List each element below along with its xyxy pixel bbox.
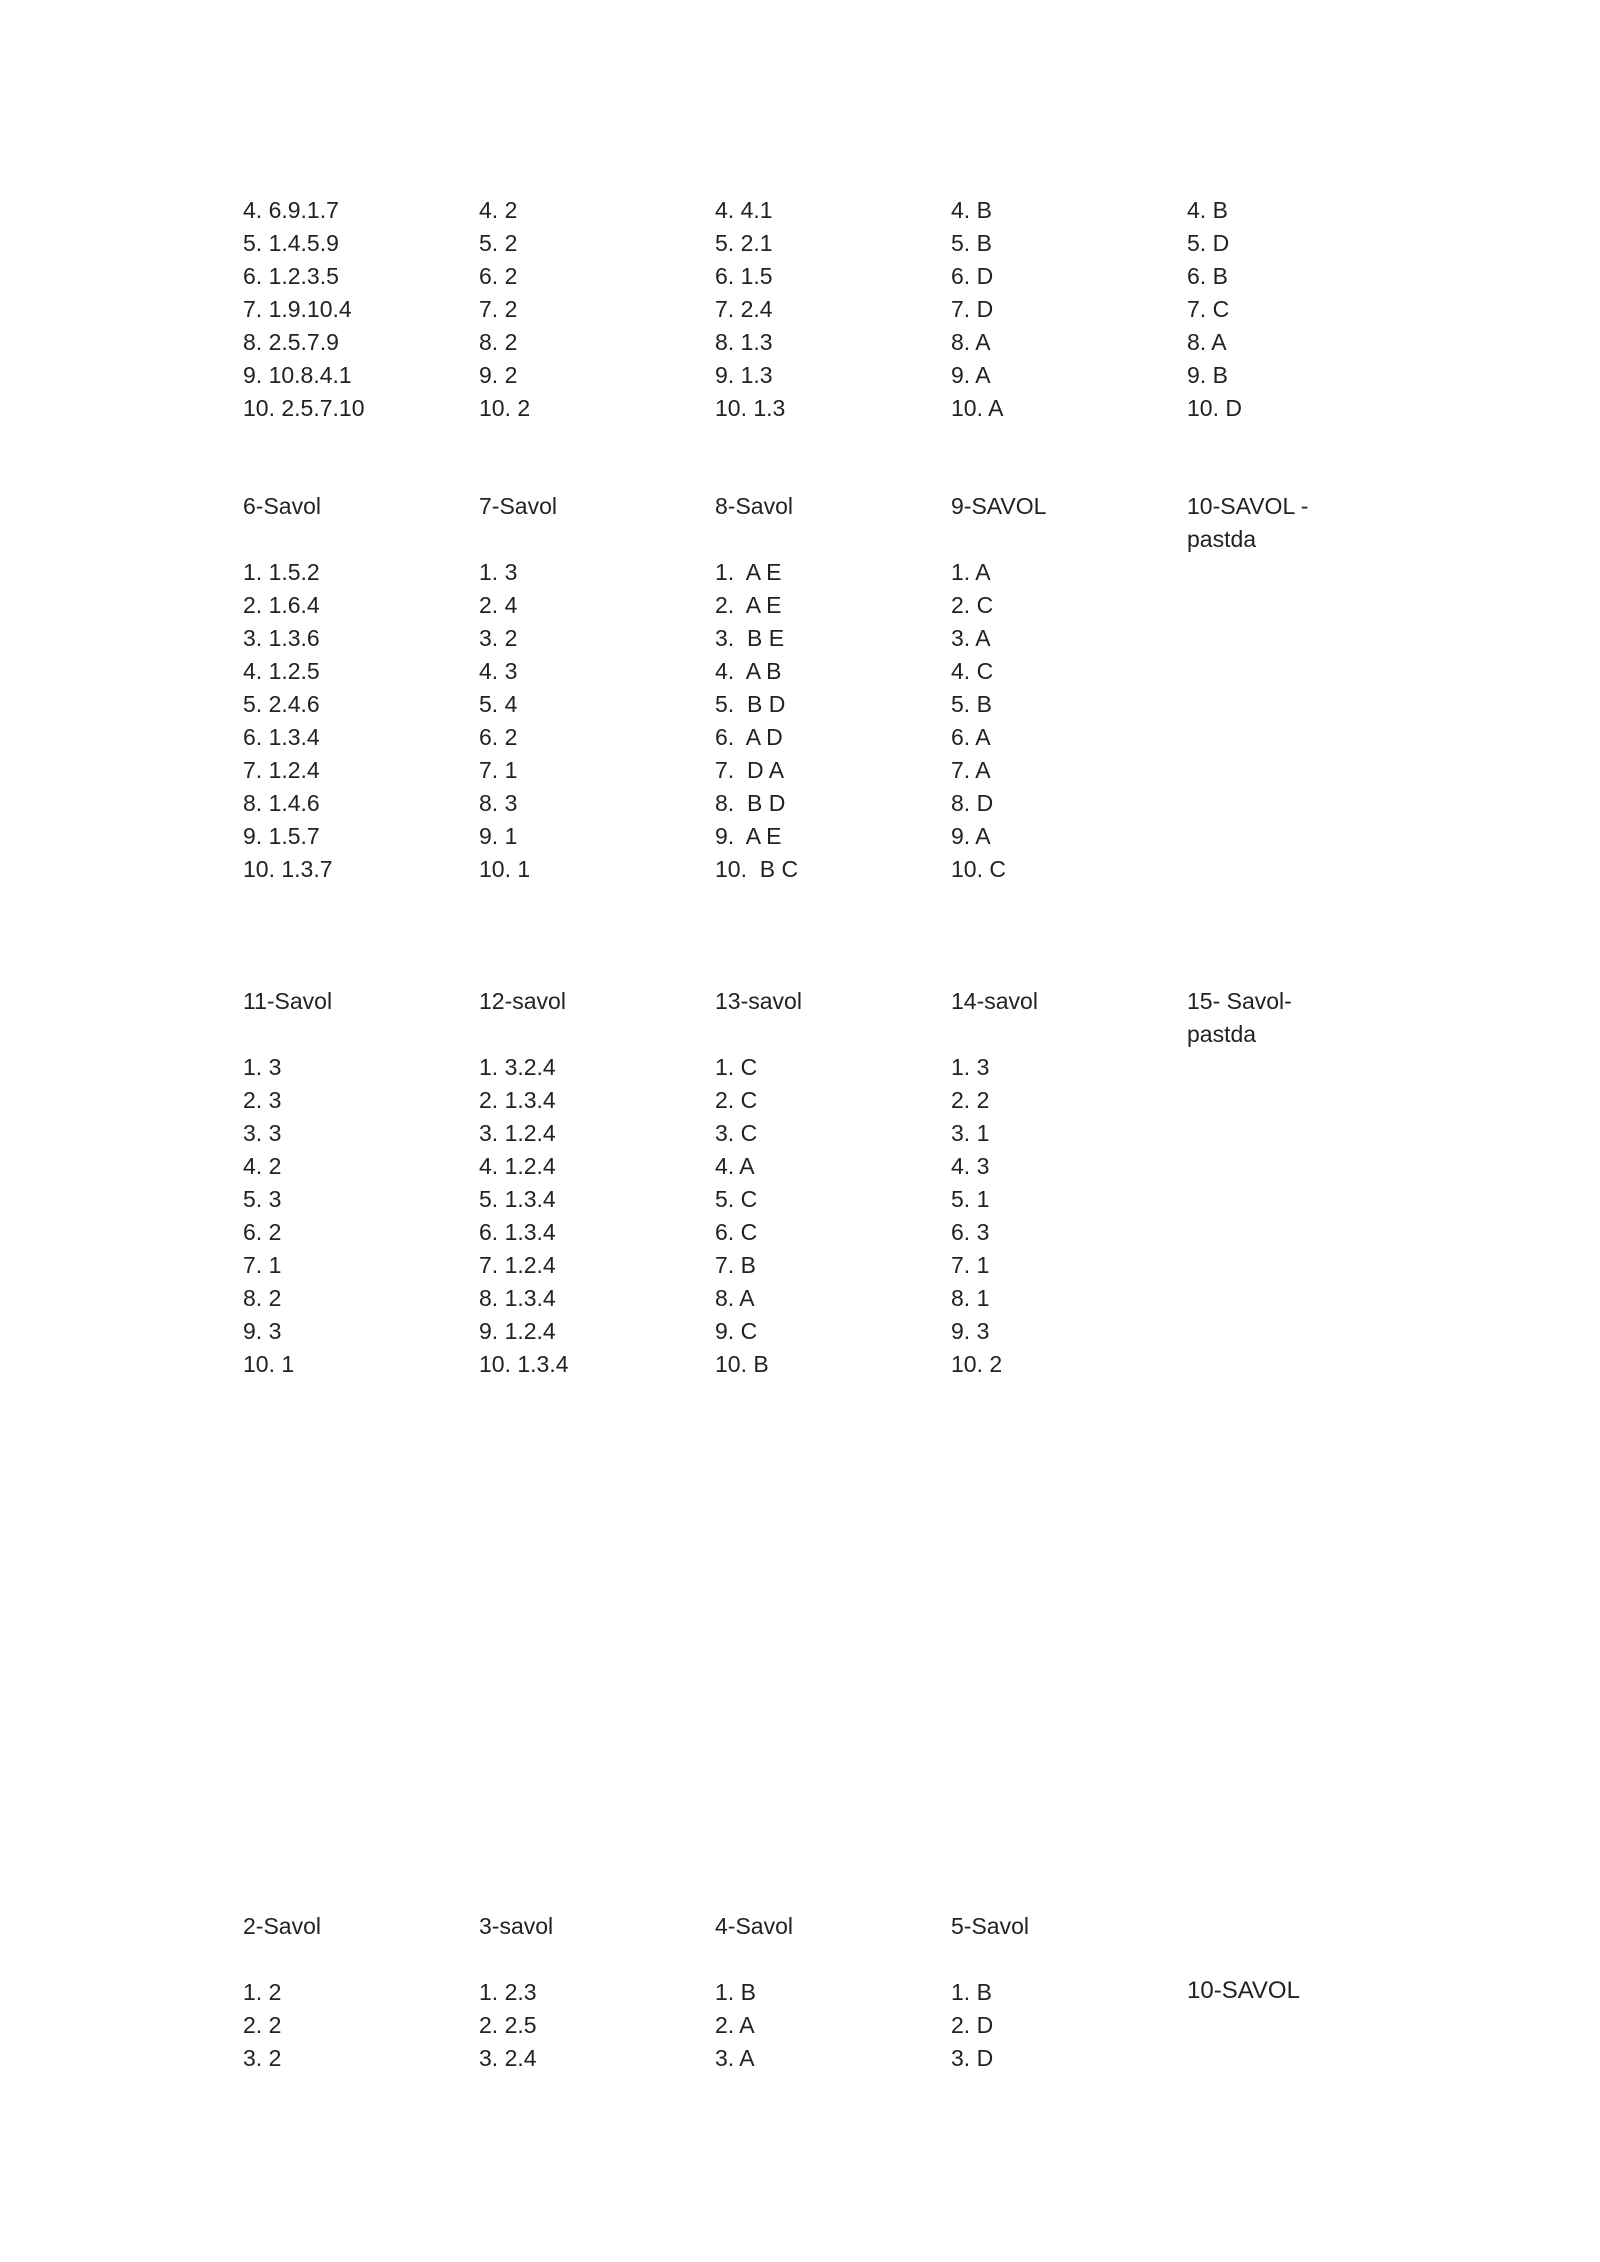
answer-line: 5. B	[951, 691, 992, 717]
answer-line: 4. A B	[715, 658, 782, 684]
answer-line: 6. 2	[243, 1219, 282, 1245]
answer-line: 8. 2	[243, 1285, 282, 1311]
answer-line: 7. D A	[715, 757, 785, 783]
answer-line: 2. 3	[243, 1087, 282, 1113]
answer-line: 1. 2.3	[479, 1979, 537, 2005]
answer-line: 9. C	[715, 1318, 758, 1344]
answer-line: 6. 3	[951, 1219, 990, 1245]
spacer	[951, 523, 1166, 556]
question-heading: 9-SAVOL	[951, 493, 1047, 519]
answer-column	[951, 490, 1166, 886]
answer-column	[243, 490, 458, 886]
answer-line: 4. 2	[479, 197, 518, 223]
answer-line: 9. A	[951, 362, 991, 388]
answer-column	[951, 1910, 1166, 2075]
answer-line: 5. 2	[479, 230, 518, 256]
answer-line: 3. C	[715, 1120, 758, 1146]
answer-line: 9. 10.8.4.1	[243, 362, 352, 388]
answer-line: 2. A E	[715, 592, 782, 618]
answer-line: 7. 1.2.4	[479, 1252, 556, 1278]
answer-column	[243, 194, 458, 425]
answer-line: 10. 2	[951, 1351, 1003, 1377]
answer-line: 3. 3	[243, 1120, 282, 1146]
answer-line: 8. 2	[479, 329, 518, 355]
answer-line: 10. 2.5.7.10	[243, 395, 365, 421]
question-heading: 2-Savol	[243, 1913, 321, 1939]
answer-column	[1187, 985, 1402, 1084]
answer-column	[479, 985, 694, 1381]
spacer	[479, 1018, 694, 1051]
answer-line: 5. 1	[951, 1186, 990, 1212]
answer-line: 5. B	[951, 230, 992, 256]
answer-line: 6. 1.2.3.5	[243, 263, 339, 289]
answer-line: 5. B D	[715, 691, 786, 717]
answer-column	[951, 985, 1166, 1381]
answer-line: 7. 2.4	[715, 296, 773, 322]
question-heading: 8-Savol	[715, 493, 793, 519]
answer-line: 3. 1	[951, 1120, 990, 1146]
answer-line: 10. D	[1187, 395, 1242, 421]
answer-line: 6. A	[951, 724, 991, 750]
answer-line: 10. C	[951, 856, 1006, 882]
spacer	[1187, 1051, 1402, 1084]
answer-line: 4. 1.2.4	[479, 1153, 556, 1179]
answer-line: 7. 1	[951, 1252, 990, 1278]
answer-column	[479, 194, 694, 425]
answer-line: 6. 1.3.4	[243, 724, 320, 750]
answer-line: 1. 3.2.4	[479, 1054, 556, 1080]
answer-line: 1. 3	[243, 1054, 282, 1080]
answer-line: 10. 1.3.7	[243, 856, 333, 882]
answer-line: 2. D	[951, 2012, 994, 2038]
answer-line: 4. A	[715, 1153, 755, 1179]
answer-column	[951, 194, 1166, 425]
answer-line: 10. 1.3.4	[479, 1351, 569, 1377]
answer-line: 6. 2	[479, 724, 518, 750]
spacer	[243, 1943, 458, 1976]
answer-column	[715, 490, 930, 886]
answer-column	[1187, 194, 1402, 425]
answer-line: 10. 1	[243, 1351, 295, 1377]
question-heading: 5-Savol	[951, 1913, 1029, 1939]
answer-line: 3. 1.3.6	[243, 625, 320, 651]
answer-line: 2. 2.5	[479, 2012, 537, 2038]
answer-line: 2. 2	[243, 2012, 282, 2038]
spacer	[715, 1943, 930, 1976]
answer-line: 3. B E	[715, 625, 785, 651]
answer-line: 9. 1.5.7	[243, 823, 320, 849]
answer-line: 6. A D	[715, 724, 783, 750]
spacer	[479, 1943, 694, 1976]
answer-column	[243, 1910, 458, 2075]
answer-line: 9. 1	[479, 823, 518, 849]
answer-line: 6. D	[951, 263, 994, 289]
answer-line: 8. 1.4.6	[243, 790, 320, 816]
question-heading: 4-Savol	[715, 1913, 793, 1939]
answer-line: 6. 1.5	[715, 263, 773, 289]
answer-line: 1. C	[715, 1054, 758, 1080]
answer-line: 9. A E	[715, 823, 782, 849]
answer-line: 10. B	[715, 1351, 769, 1377]
answer-line: 7. B	[715, 1252, 756, 1278]
answer-line: 2. 2	[951, 1087, 990, 1113]
answer-line: 5. 3	[243, 1186, 282, 1212]
answer-line: 3. A	[951, 625, 991, 651]
answer-line: 8. A	[715, 1285, 755, 1311]
question-heading: 7-Savol	[479, 493, 557, 519]
answer-line: 5. 2.1	[715, 230, 773, 256]
answer-line: 7. C	[1187, 296, 1230, 322]
spacer	[1187, 556, 1402, 589]
answer-line: 2. 1.6.4	[243, 592, 320, 618]
answer-line: 3. 2	[243, 2045, 282, 2071]
answer-line: 8. 1.3.4	[479, 1285, 556, 1311]
answer-line: 7. D	[951, 296, 994, 322]
answer-line: 1. A	[951, 559, 991, 585]
answer-line: 7. 2	[479, 296, 518, 322]
answer-line: 4. B	[951, 197, 992, 223]
answer-line: 5. 4	[479, 691, 518, 717]
answer-line: 1. 3	[479, 559, 518, 585]
question-heading: 10-SAVOL - pastda	[1187, 493, 1309, 552]
answer-line: 6. 1.3.4	[479, 1219, 556, 1245]
answer-line: 2. A	[715, 2012, 755, 2038]
answer-line: 1. 1.5.2	[243, 559, 320, 585]
answer-column	[1187, 490, 1402, 589]
answer-line: 4. 4.1	[715, 197, 773, 223]
answer-column	[243, 985, 458, 1381]
answer-line: 7. 1	[243, 1252, 282, 1278]
answer-line: 5. 1.4.5.9	[243, 230, 339, 256]
answer-line: 10. B C	[715, 856, 799, 882]
answer-line: 1. B	[951, 1979, 992, 2005]
answer-line: 9. 2	[479, 362, 518, 388]
answer-line: 3. 2	[479, 625, 518, 651]
answer-line: 2. C	[715, 1087, 758, 1113]
answer-column	[479, 1910, 694, 2075]
answer-line: 8. 2.5.7.9	[243, 329, 339, 355]
question-heading: 12-savol	[479, 988, 566, 1014]
answer-line: 8. 1	[951, 1285, 990, 1311]
answer-column	[479, 490, 694, 886]
answer-line: 5. 1.3.4	[479, 1186, 556, 1212]
answer-line: 2. 1.3.4	[479, 1087, 556, 1113]
answer-line: 8. 1.3	[715, 329, 773, 355]
answer-line: 3. A	[715, 2045, 755, 2071]
answer-column	[715, 1910, 930, 2075]
savol-10-note: 10-SAVOL	[1187, 1977, 1300, 2004]
answer-line: 7. 1.2.4	[243, 757, 320, 783]
spacer	[951, 1943, 1166, 1976]
answer-line: 3. 2.4	[479, 2045, 537, 2071]
answer-line: 2. 4	[479, 592, 518, 618]
answer-column	[715, 985, 930, 1381]
answer-line: 6. C	[715, 1219, 758, 1245]
spacer	[951, 1018, 1166, 1051]
answer-line: 7. 1	[479, 757, 518, 783]
question-heading: 14-savol	[951, 988, 1038, 1014]
answer-column	[715, 194, 930, 425]
answer-line: 1. 2	[243, 1979, 282, 2005]
answer-line: 10. 1	[479, 856, 531, 882]
answer-line: 3. 1.2.4	[479, 1120, 556, 1146]
spacer	[715, 1018, 930, 1051]
answer-line: 6. 2	[479, 263, 518, 289]
answer-line: 9. B	[1187, 362, 1228, 388]
answer-line: 4. 2	[243, 1153, 282, 1179]
question-heading: 11-Savol	[243, 988, 333, 1014]
answer-line: 9. A	[951, 823, 991, 849]
answer-line: 8. B D	[715, 790, 786, 816]
answer-line: 7. A	[951, 757, 991, 783]
answer-line: 8. 3	[479, 790, 518, 816]
answer-line: 4. 3	[479, 658, 518, 684]
answer-line: 3. D	[951, 2045, 994, 2071]
spacer	[715, 523, 930, 556]
answer-line: 4. B	[1187, 197, 1228, 223]
answer-line: 6. B	[1187, 263, 1228, 289]
answer-line: 4. 6.9.1.7	[243, 197, 339, 223]
answer-line: 8. A	[1187, 329, 1227, 355]
answer-line: 10. 1.3	[715, 395, 786, 421]
answer-line: 7. 1.9.10.4	[243, 296, 352, 322]
answer-line: 10. A	[951, 395, 1004, 421]
question-heading: 6-Savol	[243, 493, 321, 519]
answer-line: 9. 3	[951, 1318, 990, 1344]
spacer	[243, 1018, 458, 1051]
question-heading: 3-savol	[479, 1913, 554, 1939]
answer-line: 5. C	[715, 1186, 758, 1212]
answer-line: 1. B	[715, 1979, 756, 2005]
answer-line: 4. C	[951, 658, 994, 684]
answer-line: 2. C	[951, 592, 994, 618]
answer-line: 4. 1.2.5	[243, 658, 320, 684]
answer-line: 1. 3	[951, 1054, 990, 1080]
answer-line: 5. 2.4.6	[243, 691, 320, 717]
spacer	[479, 523, 694, 556]
question-heading: 15- Savol- pastda	[1187, 988, 1292, 1047]
answer-line: 1. A E	[715, 559, 782, 585]
answer-line: 10. 2	[479, 395, 531, 421]
answer-line: 4. 3	[951, 1153, 990, 1179]
answer-line: 9. 1.3	[715, 362, 773, 388]
answer-line: 8. A	[951, 329, 991, 355]
answer-line: 9. 3	[243, 1318, 282, 1344]
answer-line: 8. D	[951, 790, 994, 816]
question-heading: 13-savol	[715, 988, 802, 1014]
answer-line: 9. 1.2.4	[479, 1318, 556, 1344]
answer-line: 5. D	[1187, 230, 1230, 256]
spacer	[243, 523, 458, 556]
